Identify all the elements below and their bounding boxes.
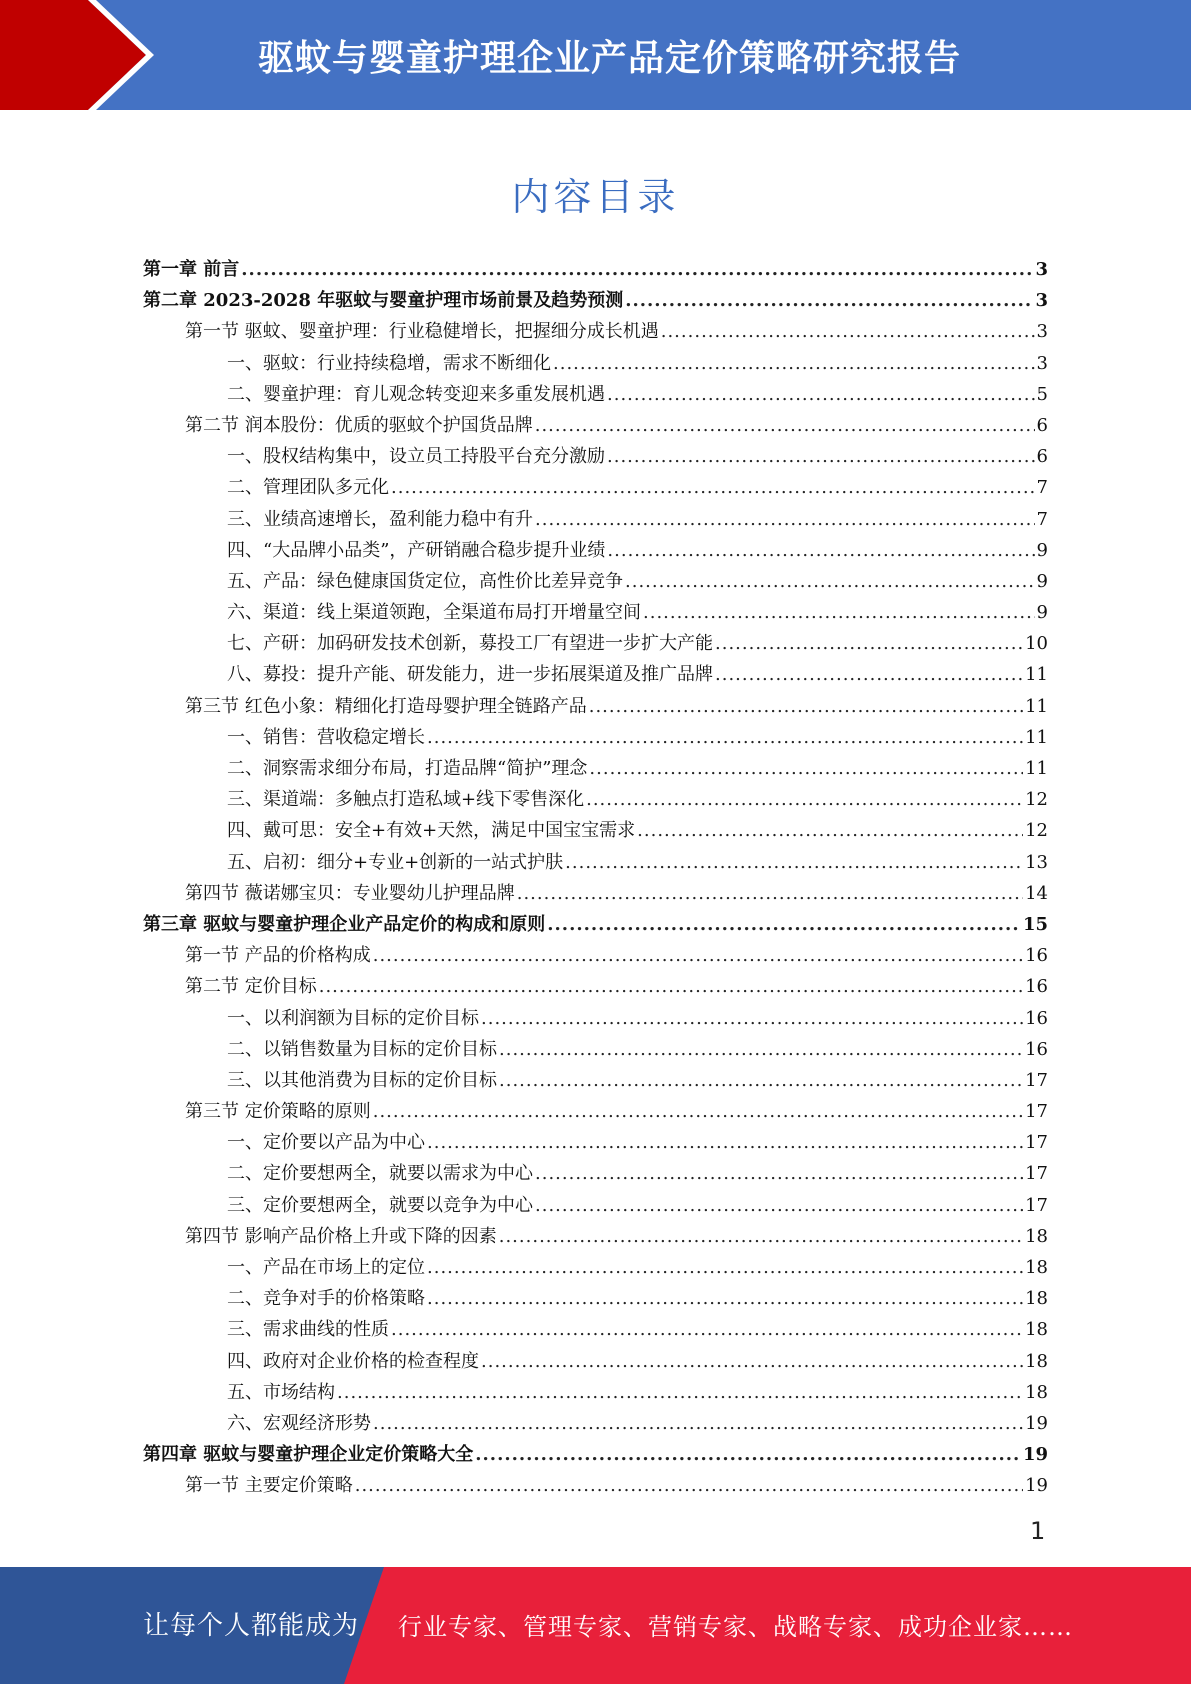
toc-dot-leader — [427, 722, 1023, 753]
toc-entry-label: 一、以利润额为目标的定价目标 — [227, 1007, 479, 1029]
toc-dot-leader — [355, 1470, 1023, 1501]
footer-slogan-right: 行业专家、管理专家、营销专家、战略专家、成功企业家…… — [398, 1613, 1073, 1641]
toc-entry[interactable] — [143, 566, 1048, 597]
toc-entry-page: 17 — [1025, 1163, 1048, 1185]
toc-entry[interactable] — [143, 1346, 1048, 1377]
toc-entry-page: 19 — [1025, 1475, 1048, 1497]
toc-dot-leader — [715, 628, 1023, 659]
toc-entry-label: 六、渠道：线上渠道领跑，全渠道布局打开增量空间 — [227, 602, 641, 624]
toc-entry-page: 9 — [1036, 539, 1048, 561]
toc-entry-page: 7 — [1036, 477, 1048, 499]
toc-entry[interactable] — [143, 1096, 1048, 1127]
toc-heading: 内容目录 — [511, 175, 680, 219]
toc-dot-leader — [535, 504, 1035, 535]
toc-entry[interactable] — [143, 784, 1048, 815]
toc-entry[interactable] — [143, 847, 1048, 878]
toc-entry[interactable] — [143, 722, 1048, 753]
toc-entry-label: 第一节 驱蚊、婴童护理：行业稳健增长，把握细分成长机遇 — [185, 321, 659, 343]
toc-entry-label: 二、洞察需求细分布局，打造品牌“简护”理念 — [227, 758, 588, 779]
toc-dot-leader — [319, 971, 1023, 1002]
footer-slogan-left: 让每个人都能成为 — [143, 1611, 360, 1641]
toc-dot-leader — [481, 1003, 1023, 1034]
toc-entry-label: 第二节 定价目标 — [185, 976, 317, 998]
toc-entry-page: 18 — [1025, 1381, 1048, 1403]
toc-dot-leader — [373, 1408, 1023, 1439]
toc-entry-label: 第四节 影响产品价格上升或下降的因素 — [185, 1225, 497, 1247]
toc-dot-leader — [517, 878, 1023, 909]
toc-dot-leader — [607, 379, 1035, 410]
toc-entry-page: 16 — [1025, 976, 1048, 998]
toc-entry-label: 第一节 产品的价格构成 — [185, 945, 371, 967]
toc-entry-label: 一、产品在市场上的定位 — [227, 1257, 425, 1278]
toc-entry-label: 二、竞争对手的价格策略 — [227, 1288, 425, 1310]
toc-entry[interactable] — [143, 535, 1048, 566]
toc-entry-page: 17 — [1025, 1069, 1048, 1091]
toc-entry-page: 16 — [1025, 1038, 1048, 1060]
toc-entry[interactable] — [143, 971, 1048, 1002]
toc-entry[interactable] — [143, 909, 1048, 940]
toc-entry[interactable] — [143, 597, 1048, 628]
toc-entry[interactable] — [143, 1065, 1048, 1096]
toc-dot-leader — [373, 940, 1023, 971]
toc-entry[interactable] — [143, 1158, 1048, 1189]
toc-dot-leader — [547, 909, 1021, 940]
toc-entry-page: 17 — [1025, 1101, 1048, 1123]
toc-entry-page: 10 — [1025, 633, 1048, 655]
toc-dot-leader — [586, 784, 1023, 815]
toc-entry-page: 7 — [1036, 508, 1048, 530]
toc-entry-page: 3 — [1035, 259, 1048, 280]
toc-entry-label: 第三章 驱蚊与婴童护理企业产品定价的构成和原则 — [143, 913, 546, 935]
toc-entry[interactable] — [143, 1190, 1048, 1221]
toc-dot-leader — [499, 1221, 1023, 1252]
toc-entry[interactable] — [143, 472, 1048, 503]
toc-dot-leader — [475, 1439, 1021, 1470]
toc-dot-leader — [625, 285, 1033, 316]
toc-entry-page: 12 — [1025, 789, 1048, 811]
toc-entry-label: 第一章 前言 — [143, 259, 240, 280]
toc-entry-label: 三、业绩高速增长，盈利能力稳中有升 — [227, 508, 533, 530]
toc-entry-label: 第二节 润本股份：优质的驱蚊个护国货品牌 — [185, 414, 533, 436]
toc-entry-label: 二、管理团队多元化 — [227, 477, 389, 499]
toc-entry[interactable] — [143, 316, 1048, 347]
toc-entry[interactable] — [143, 1127, 1048, 1158]
toc-entry-page: 3 — [1036, 321, 1048, 343]
toc-entry-page: 9 — [1036, 570, 1048, 592]
header-banner — [0, 0, 1191, 110]
footer-banner — [0, 1567, 1191, 1684]
toc-entry-page: 3 — [1035, 290, 1048, 312]
toc-entry-page: 15 — [1022, 913, 1048, 935]
toc-entry[interactable] — [143, 878, 1048, 909]
toc-dot-leader — [481, 1346, 1023, 1377]
toc-entry-label: 四、“大品牌小品类”，产研销融合稳步提升业绩 — [227, 539, 606, 561]
toc-entry-label: 四、政府对企业价格的检查程度 — [227, 1350, 479, 1372]
toc-entry[interactable] — [143, 254, 1048, 285]
toc-dot-leader — [391, 472, 1035, 503]
toc-entry-label: 第四章 驱蚊与婴童护理企业定价策略大全 — [143, 1444, 474, 1466]
toc-dot-leader — [427, 1283, 1023, 1314]
toc-entry[interactable] — [143, 940, 1048, 971]
toc-dot-leader — [391, 1314, 1023, 1345]
toc-entry[interactable] — [143, 1003, 1048, 1034]
toc-entry-label: 一、驱蚊：行业持续稳增，需求不断细化 — [227, 352, 551, 374]
toc-entry-label: 五、产品：绿色健康国货定位，高性价比差异竞争 — [227, 570, 623, 592]
table-of-contents — [143, 254, 1048, 1502]
toc-entry[interactable] — [143, 659, 1048, 690]
toc-dot-leader — [643, 597, 1035, 628]
toc-entry[interactable] — [143, 379, 1048, 410]
toc-dot-leader — [589, 753, 1023, 784]
toc-entry-label: 二、婴童护理：育儿观念转变迎来多重发展机遇 — [227, 383, 605, 405]
toc-entry-label: 第四节 薇诺娜宝贝：专业婴幼儿护理品牌 — [185, 882, 515, 904]
toc-entry-label: 第一节 主要定价策略 — [185, 1475, 353, 1497]
toc-entry[interactable] — [143, 1470, 1048, 1501]
toc-entry-page: 6 — [1036, 414, 1048, 436]
toc-entry-label: 六、宏观经济形势 — [227, 1412, 371, 1434]
toc-dot-leader — [625, 566, 1035, 597]
toc-entry-page: 17 — [1025, 1132, 1048, 1154]
toc-dot-leader — [535, 410, 1035, 441]
toc-entry-page: 19 — [1025, 1412, 1048, 1434]
toc-entry-label: 五、市场结构 — [227, 1381, 335, 1403]
toc-entry-page: 18 — [1025, 1319, 1048, 1341]
toc-entry-label: 第二章 2023-2028 年驱蚊与婴童护理市场前景及趋势预测 — [143, 290, 624, 312]
toc-entry-page: 18 — [1025, 1288, 1048, 1310]
toc-dot-leader — [661, 316, 1035, 347]
report-title: 驱蚊与婴童护理企业产品定价策略研究报告 — [258, 38, 962, 79]
toc-dot-leader — [427, 1252, 1023, 1283]
toc-dot-leader — [373, 1096, 1023, 1127]
toc-dot-leader — [499, 1034, 1023, 1065]
toc-dot-leader — [535, 1190, 1023, 1221]
toc-entry-page: 11 — [1025, 726, 1048, 748]
toc-entry-page: 9 — [1036, 602, 1048, 624]
toc-entry[interactable] — [143, 441, 1048, 472]
toc-entry-label: 七、产研：加码研发技术创新，募投工厂有望进一步扩大产能 — [227, 633, 713, 655]
toc-entry-label: 一、销售：营收稳定增长 — [227, 726, 425, 748]
toc-entry-label: 三、渠道端：多触点打造私域+线下零售深化 — [227, 789, 585, 811]
toc-dot-leader — [553, 348, 1035, 379]
toc-entry-page: 18 — [1025, 1350, 1048, 1372]
toc-entry[interactable] — [143, 691, 1048, 722]
toc-entry[interactable] — [143, 1439, 1048, 1470]
toc-entry[interactable] — [143, 628, 1048, 659]
toc-entry-page: 16 — [1025, 945, 1048, 967]
toc-entry-page: 12 — [1025, 820, 1048, 842]
toc-entry-label: 五、启初：细分+专业+创新的一站式护肤 — [227, 851, 564, 873]
toc-entry-label: 一、定价要以产品为中心 — [227, 1132, 425, 1154]
toc-entry[interactable] — [143, 348, 1048, 379]
toc-entry-label: 三、以其他消费为目标的定价目标 — [227, 1069, 497, 1091]
toc-entry-page: 13 — [1025, 851, 1048, 873]
toc-entry[interactable] — [143, 504, 1048, 535]
toc-entry-label: 八、募投：提升产能、研发能力，进一步拓展渠道及推广品牌 — [227, 664, 713, 686]
toc-entry-page: 3 — [1036, 352, 1048, 374]
toc-dot-leader — [637, 815, 1023, 846]
toc-entry-page: 17 — [1025, 1194, 1048, 1216]
toc-dot-leader — [715, 659, 1023, 690]
toc-dot-leader — [241, 254, 1033, 285]
toc-entry-label: 三、定价要想两全，就要以竞争为中心 — [227, 1194, 533, 1216]
toc-entry-label: 四、戴可思：安全+有效+天然，满足中国宝宝需求 — [227, 820, 636, 842]
toc-dot-leader — [607, 441, 1035, 472]
toc-dot-leader — [589, 691, 1023, 722]
toc-entry-page: 16 — [1025, 1007, 1048, 1029]
toc-entry-page: 18 — [1025, 1225, 1048, 1247]
toc-dot-leader — [499, 1065, 1023, 1096]
toc-entry-label: 二、以销售数量为目标的定价目标 — [227, 1038, 497, 1060]
toc-entry-page: 11 — [1025, 664, 1048, 686]
toc-entry[interactable] — [143, 753, 1048, 784]
toc-dot-leader — [607, 535, 1034, 566]
toc-entry-page: 19 — [1022, 1444, 1048, 1466]
toc-entry[interactable] — [143, 285, 1048, 316]
toc-entry[interactable] — [143, 1034, 1048, 1065]
toc-dot-leader — [427, 1127, 1023, 1158]
toc-dot-leader — [337, 1377, 1023, 1408]
toc-entry[interactable] — [143, 1377, 1048, 1408]
toc-entry-page: 5 — [1036, 383, 1048, 405]
page-number: 1 — [1030, 1517, 1046, 1545]
toc-entry[interactable] — [143, 1283, 1048, 1314]
toc-entry-label: 三、需求曲线的性质 — [227, 1319, 389, 1341]
toc-entry-page: 18 — [1025, 1257, 1048, 1278]
toc-entry[interactable] — [143, 410, 1048, 441]
toc-entry[interactable] — [143, 1314, 1048, 1345]
toc-entry-page: 6 — [1036, 446, 1048, 468]
toc-entry-label: 第三节 红色小象：精细化打造母婴护理全链路产品 — [185, 695, 587, 717]
toc-entry[interactable] — [143, 815, 1048, 846]
toc-dot-leader — [565, 847, 1023, 878]
toc-entry[interactable] — [143, 1252, 1048, 1283]
toc-entry-label: 第三节 定价策略的原则 — [185, 1101, 371, 1123]
toc-entry[interactable] — [143, 1221, 1048, 1252]
toc-dot-leader — [535, 1158, 1023, 1189]
toc-entry-label: 一、股权结构集中，设立员工持股平台充分激励 — [227, 446, 605, 468]
toc-entry-page: 11 — [1025, 695, 1048, 717]
toc-entry-page: 11 — [1025, 758, 1048, 779]
toc-entry-label: 二、定价要想两全，就要以需求为中心 — [227, 1163, 533, 1185]
toc-entry-page: 14 — [1025, 882, 1048, 904]
toc-entry[interactable] — [143, 1408, 1048, 1439]
